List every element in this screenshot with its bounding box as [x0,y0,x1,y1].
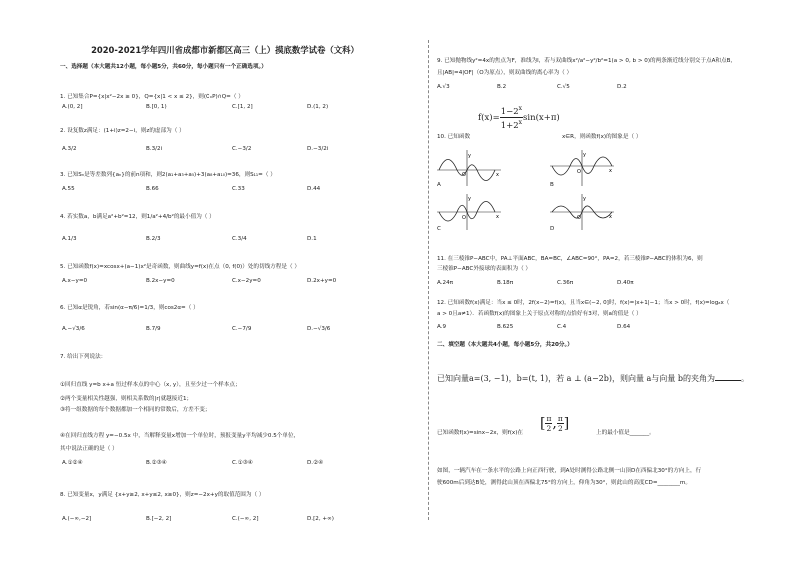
q6-option-b[interactable]: B.7/9 [146,326,161,332]
q11-stem-2: 三棱锥P−ABC外接球的表面积为（ ） [437,266,532,272]
q10-tail: x∈R，则函数f(x)的图象是（ ） [562,134,642,140]
q7-option-d[interactable]: D.②④ [307,460,324,466]
q11-option-d[interactable]: D.40π [617,280,634,286]
q8-option-a[interactable]: A.(−∞,−2] [62,516,92,522]
q14-right-num: π [557,414,563,423]
q4-option-b[interactable]: B.2/3 [146,236,161,242]
q10c-x-label: x [496,214,499,220]
q15-stem: 如图，一辆汽车在一条水平的公路上向正西行驶，到A处时测得公路北侧一山顶D在西偏北30°的方向上，行 [437,468,702,474]
q10-exp-den: x [518,118,523,126]
q2-option-a[interactable]: A.3/2 [62,146,77,152]
q12-option-d[interactable]: D.64 [617,324,631,330]
q8-option-b[interactable]: B.[−2, 2] [146,516,172,522]
q3-option-b[interactable]: B.66 [146,186,159,192]
q4-stem: 4. 若实数a，b满足a²+b²=12，则1/a²+4/b²的最小值为（ ） [60,214,215,220]
q13-stem: 已知向量a=(3, −1)，b=(t, 1)，若 a ⊥ (a−2b)，则向量 a与向量 b的夹角为 [437,374,715,383]
column-divider [428,40,429,520]
q12-option-c[interactable]: C.4 [557,324,567,330]
q3-option-c[interactable]: C.33 [232,186,245,192]
q9-option-b[interactable]: B.2 [497,84,507,90]
q10-option-c[interactable]: C [437,226,441,232]
q12-stem: 12. 已知函数f(x)满足：当x ≤ 0时，2f(x−2)=f(x)，且当x∈(−2, 0]时，f(x)=|x+1|−1；当x > 0时，f(x)=logₐx（ [437,300,730,306]
q10-option-b[interactable]: B [550,182,554,188]
q6-stem: 6. 已知α是锐角，若sin(α−π/6)=1/3，则cos2α=（ ） [60,305,199,311]
q4-option-a[interactable]: A.1/3 [62,236,77,242]
q2-option-c[interactable]: C.−3/2 [232,146,252,152]
q14-left-den: 2 [546,424,552,433]
q6-option-a[interactable]: A.−√3/6 [62,326,85,332]
q10b-y-label: y [583,152,586,158]
q9-option-a[interactable]: A.√3 [437,84,450,90]
q10-graph-a[interactable] [437,148,503,188]
q5-stem: 5. 已知函数f(x)=xcosx+(a−1)x²是奇函数，则曲线y=f(x)在点（0, f(0)）处的切线方程是（ ） [60,264,300,270]
q14-left-num: π [546,414,552,423]
q10d-y-label: y [583,196,586,202]
q7-statement-3: ③将一组数据的每个数据都加一个相同的常数后，方差不变； [60,407,211,413]
q10-graph-c[interactable] [437,192,503,232]
q6-option-d[interactable]: D.−√3/6 [307,326,331,332]
q11-option-b[interactable]: B.18π [497,280,514,286]
q2-option-b[interactable]: B.3/2i [146,146,163,152]
q10-formula-tail: sin(x+π) [523,112,560,123]
q10-formula [478,104,560,131]
q3-option-d[interactable]: D.44 [307,186,321,192]
q13-text [437,373,749,384]
q10c-y-label: y [468,196,471,202]
q10c-origin: O [462,215,466,221]
section1-heading: 一、选择题（本大题共12小题，每小题5分，共60分，每小题只有一个正确选项。） [60,64,267,70]
q8-option-d[interactable]: D.[2, +∞) [307,516,334,522]
q10-label: 10. 已知函数 [437,134,471,140]
q1-option-d[interactable]: D.(1, 2) [307,104,329,110]
q10-graph-b[interactable] [550,148,616,188]
q13-answer-blank[interactable] [715,374,741,381]
q5-option-d[interactable]: D.2x+y=0 [307,278,337,284]
q1-stem: 1. 已知集合P={x|x²−2x ≥ 0}，Q={x|1 < x ≤ 2}，则(∁ₓP)∩Q=（ ） [60,94,244,100]
q1-option-b[interactable]: B.[0, 1) [146,104,167,110]
q10-graph-d[interactable] [550,192,616,232]
q10-exp-num: x [518,105,523,112]
q14-interval: [ $\frac{\pi}{2}$ , $\frac{\pi}{2}$ ] [540,414,570,433]
q9-stem-2: 且|AB|=4|OF|（O为原点），则双曲线的离心率为（ ） [437,70,573,76]
q10-formula-head: f(x)= [478,112,500,123]
q10d-origin: O [577,215,581,221]
q12-option-a[interactable]: A.9 [437,324,447,330]
q13-end: 。 [740,374,749,383]
q12-stem-2: a > 0且a≠1）．若函数f(x)的图象上关于原点对称的点恰好有3对，则a的值是（ ） [437,311,642,317]
q10b-origin: O [577,169,581,175]
q10-formula-denominator: 1+2 [500,120,519,131]
q10b-x-label: x [609,168,612,174]
q7-option-b[interactable]: B.②③④ [146,460,167,466]
q10d-x-label: x [609,214,612,220]
exam-title: 2020-2021学年四川省成都市新都区高三（上）摸底数学试卷（文科） [91,45,359,55]
q14-right-den: 2 [557,424,563,433]
q10-option-d[interactable]: D [550,226,555,232]
q7-statement-5: 其中说法正确的是（ ） [60,446,118,452]
q9-option-d[interactable]: D.2 [617,84,627,90]
q4-option-c[interactable]: C.3/4 [232,236,247,242]
q11-stem: 11. 在三棱锥P−ABC中，PA⊥平面ABC，BA=BC，∠ABC=90°，PA=2，若三棱锥P−ABC的体积为6，则 [437,256,703,262]
q9-option-c[interactable]: C.√5 [557,84,570,90]
q5-option-a[interactable]: A.x−y=0 [62,278,88,284]
q7-option-a[interactable]: A.①②④ [62,460,83,466]
q9-stem: 9. 已知抛物线y²=4x的焦点为F，准线为l，若与双曲线x²/a²−y²/b²=1(a > 0, b > 0)的两条渐近线分别交于点A和点B， [437,58,737,64]
q2-option-d[interactable]: D.−3/2i [307,146,329,152]
q10a-x-label: x [496,172,499,178]
q7-statement-2: ②两个变量相关性越强，则相关系数的|r|就越接近1； [60,396,193,402]
q7-statement-4: ④在回归直线方程 y=−0.5x 中，当解释变量x增加一个单位时，预报变量y平均减少0.5个单位， [60,433,300,439]
q12-option-b[interactable]: B.625 [497,324,514,330]
q10a-origin: O [462,172,466,178]
q14-stem: 已知函数f(x)=sinx−2x，则f(x)在 [437,430,524,436]
q5-option-c[interactable]: C.x−2y=0 [232,278,261,284]
q7-stem: 7. 给出下列说法： [60,354,107,360]
q8-stem: 8. 已知变量x，y满足 {x+y≥2, x+y≤2, x≥0}，则z=−2x+y的取值范围为（ ） [60,492,265,498]
q1-option-c[interactable]: C.[1, 2] [232,104,253,110]
q10-fraction [500,104,523,131]
q3-option-a[interactable]: A.55 [62,186,75,192]
q1-option-a[interactable]: A.(0, 2] [62,104,83,110]
q2-stem: 2. 设复数z满足：(1+i)z=2−i，则z的虚部为（ ） [60,128,185,134]
q3-stem: 3. 已知Sₙ是等差数列{aₙ}的前n项和，则2(a₁+a₃+a₅)+3(a₈+a₁₀)=36，则S₁₁=（ ） [60,172,276,178]
q5-option-b[interactable]: B.2x−y=0 [146,278,175,284]
q6-option-c[interactable]: C.−7/9 [232,326,252,332]
q11-option-a[interactable]: A.24π [437,280,453,286]
q14-tail: 上的最小值是_______。 [596,430,655,436]
q15-stem-2: 驶600m后到达B处，测得此山顶在西偏北75°的方向上，仰角为30°，则此山的高度CD=________m。 [437,480,691,486]
q10-formula-numerator: 1−2 [500,106,519,117]
q7-statement-1: ①回归直线 y=b x+a 恒过样本点的中心（x, y），且至少过一个样本点； [60,382,241,388]
q4-option-d[interactable]: D.1 [307,236,317,242]
section2-heading: 二、填空题（本大题共4小题，每小题5分，共20分。） [437,342,573,348]
q11-option-c[interactable]: C.36π [557,280,574,286]
q8-option-c[interactable]: C.(−∞, 2] [232,516,259,522]
q10-option-a[interactable]: A [437,182,441,188]
q10a-y-label: y [468,153,471,159]
q7-option-c[interactable]: C.①③④ [232,460,253,466]
